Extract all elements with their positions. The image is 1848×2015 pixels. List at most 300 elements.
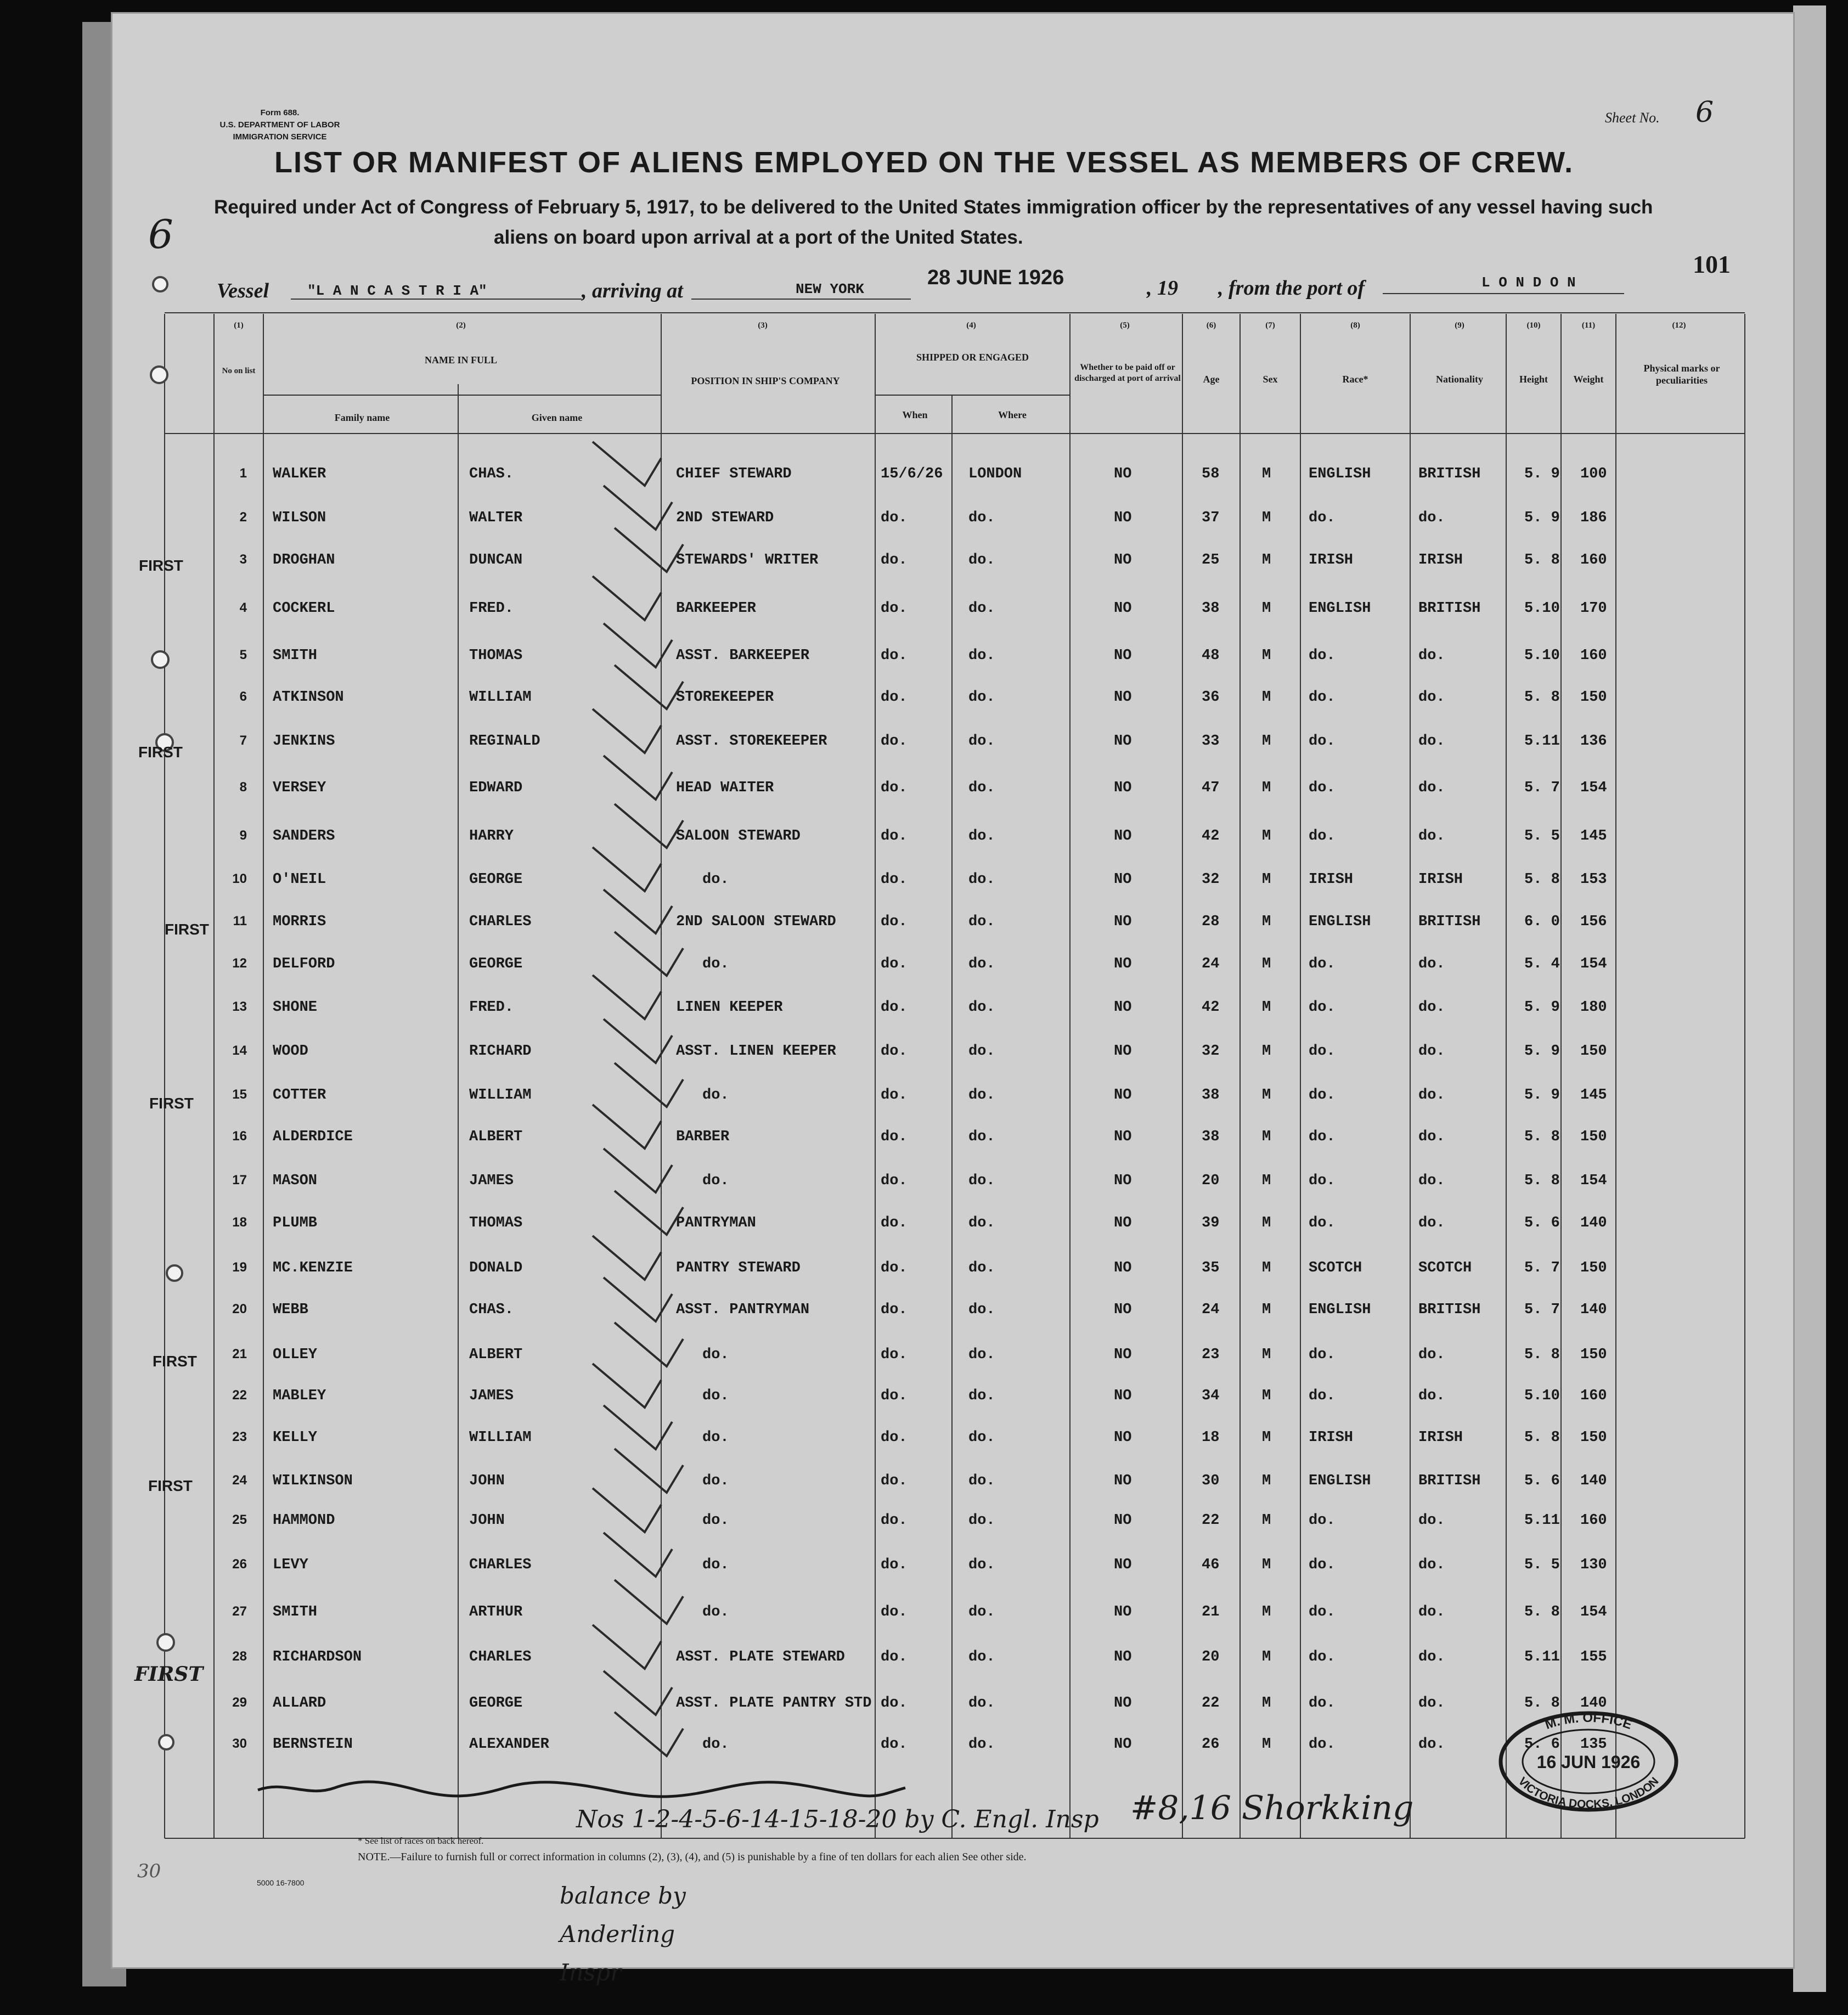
- height-cell: 5. 7: [1524, 1302, 1560, 1318]
- row-number: 28: [232, 1649, 247, 1664]
- height-cell: 5. 5: [1524, 828, 1560, 845]
- paid-off-cell: NO: [1114, 1043, 1132, 1060]
- col2-number: (2): [456, 321, 466, 330]
- sex-cell: M: [1262, 600, 1271, 617]
- nationality-cell: IRISH: [1418, 552, 1463, 569]
- race-cell: do.: [1309, 828, 1336, 845]
- sex-cell: M: [1262, 510, 1271, 526]
- paid-off-cell: NO: [1114, 733, 1132, 750]
- paid-off-cell: NO: [1114, 1557, 1132, 1573]
- shipped-when-cell: do.: [881, 828, 908, 845]
- paid-off-cell: NO: [1114, 1087, 1132, 1104]
- sex-cell: M: [1262, 1473, 1271, 1489]
- shipped-when-cell: do.: [881, 1429, 908, 1446]
- nationality-cell: do.: [1418, 1043, 1445, 1060]
- position-cell: BARBER: [676, 1129, 730, 1145]
- sex-cell: M: [1262, 1087, 1271, 1104]
- nationality-cell: do.: [1418, 828, 1445, 845]
- shipped-when-cell: do.: [881, 600, 908, 617]
- col4a-header: When: [902, 409, 928, 420]
- balance-line-3: Inspr: [560, 1959, 622, 1986]
- age-cell: 38: [1202, 600, 1220, 617]
- weight-cell: 154: [1580, 956, 1607, 972]
- margin-note-first: FIRST: [153, 1353, 197, 1370]
- form-number: Form 688.: [260, 108, 300, 117]
- family-name-cell: MORRIS: [273, 914, 326, 930]
- race-cell: ENGLISH: [1309, 466, 1371, 482]
- weight-cell: 140: [1580, 1473, 1607, 1489]
- age-cell: 18: [1202, 1429, 1220, 1446]
- position-cell: BARKEEPER: [676, 600, 756, 617]
- shipped-when-cell: do.: [881, 733, 908, 750]
- weight-cell: 160: [1580, 1512, 1607, 1529]
- nationality-cell: do.: [1418, 999, 1445, 1016]
- shipped-when-cell: do.: [881, 1557, 908, 1573]
- nationality-cell: do.: [1418, 1736, 1445, 1753]
- row-number: 23: [232, 1429, 247, 1444]
- nationality-cell: BRITISH: [1418, 1302, 1481, 1318]
- handwritten-balance-note: [560, 1877, 686, 1992]
- height-cell: 5. 4: [1524, 956, 1560, 972]
- race-cell: do.: [1309, 1604, 1336, 1620]
- age-cell: 20: [1202, 1649, 1220, 1665]
- nationality-cell: BRITISH: [1418, 600, 1481, 617]
- nationality-cell: do.: [1418, 1649, 1445, 1665]
- shipped-when-cell: do.: [881, 1087, 908, 1104]
- height-cell: 5. 8: [1524, 1429, 1560, 1446]
- family-name-cell: COCKERL: [273, 600, 335, 617]
- shipped-where-cell: do.: [968, 828, 995, 845]
- shipped-when-cell: do.: [881, 999, 908, 1016]
- age-cell: 34: [1202, 1388, 1220, 1404]
- col11-header: Weight: [1573, 374, 1604, 385]
- row-number: 19: [232, 1260, 247, 1275]
- given-name-cell: FRED.: [469, 999, 514, 1016]
- paid-off-cell: NO: [1114, 689, 1132, 706]
- shipped-when-cell: 15/6/26: [881, 466, 943, 482]
- nationality-cell: IRISH: [1418, 871, 1463, 888]
- row-number: 7: [239, 733, 247, 748]
- nationality-cell: do.: [1418, 780, 1445, 796]
- shipped-where-cell: do.: [968, 510, 995, 526]
- shipped-where-cell: do.: [968, 1473, 995, 1489]
- shipped-where-cell: do.: [968, 733, 995, 750]
- weight-cell: 136: [1580, 733, 1607, 750]
- shipped-when-cell: do.: [881, 689, 908, 706]
- race-cell: do.: [1309, 689, 1336, 706]
- age-cell: 22: [1202, 1695, 1220, 1712]
- col3-number: (3): [758, 321, 768, 330]
- margin-note-first: FIRST: [148, 1477, 193, 1494]
- row-number: 25: [232, 1512, 247, 1527]
- family-name-cell: COTTER: [273, 1087, 326, 1104]
- handwritten-inspector-note: #8,16 Shorkking: [1130, 1789, 1414, 1827]
- given-name-cell: CHARLES: [469, 1649, 532, 1665]
- family-name-cell: WALKER: [273, 466, 326, 482]
- position-cell: ASST. BARKEEPER: [676, 648, 810, 664]
- age-cell: 30: [1202, 1473, 1220, 1489]
- age-cell: 33: [1202, 733, 1220, 750]
- given-name-cell: JOHN: [469, 1473, 505, 1489]
- shipped-where-cell: do.: [968, 1302, 995, 1318]
- position-cell: CHIEF STEWARD: [676, 466, 792, 482]
- nationality-cell: do.: [1418, 1347, 1445, 1363]
- shipped-where-cell: do.: [968, 1557, 995, 1573]
- nationality-cell: BRITISH: [1418, 466, 1481, 482]
- row-number: 12: [232, 956, 247, 971]
- height-cell: 5.10: [1524, 648, 1560, 664]
- col12-header: Physical marks or peculiarities: [1643, 363, 1720, 386]
- given-name-cell: CHAS.: [469, 1302, 514, 1318]
- height-cell: 5. 6: [1524, 1215, 1560, 1231]
- height-cell: 5. 8: [1524, 1173, 1560, 1189]
- weight-cell: 186: [1580, 510, 1607, 526]
- paid-off-cell: NO: [1114, 1473, 1132, 1489]
- given-name-cell: JOHN: [469, 1512, 505, 1529]
- given-name-cell: THOMAS: [469, 1215, 523, 1231]
- requirement-line-2: aliens on board upon arrival at a port of the United States.: [494, 227, 1023, 248]
- sheet-number-value: 6: [1695, 96, 1714, 129]
- col10-header: Height: [1519, 374, 1548, 385]
- col2b-header: Given name: [531, 412, 583, 423]
- weight-cell: 100: [1580, 466, 1607, 482]
- position-cell: PANTRYMAN: [676, 1215, 756, 1231]
- sex-cell: M: [1262, 914, 1271, 930]
- nationality-cell: BRITISH: [1418, 1473, 1481, 1489]
- given-name-cell: ALBERT: [469, 1129, 523, 1145]
- height-cell: 5. 9: [1524, 510, 1560, 526]
- sex-cell: M: [1262, 733, 1271, 750]
- sheet-number-label: Sheet No.: [1605, 110, 1660, 126]
- nationality-cell: do.: [1418, 510, 1445, 526]
- col1-number: (1): [234, 321, 244, 330]
- stamp-top-text: M. M. OFFICE: [1543, 1710, 1634, 1733]
- row-number: 8: [239, 780, 247, 795]
- given-name-cell: ARTHUR: [469, 1604, 523, 1620]
- paid-off-cell: NO: [1114, 1173, 1132, 1189]
- shipped-where-cell: do.: [968, 956, 995, 972]
- given-name-cell: WILLIAM: [469, 1429, 532, 1446]
- race-cell: IRISH: [1309, 552, 1354, 569]
- age-cell: 46: [1202, 1557, 1220, 1573]
- height-cell: 5. 5: [1524, 1557, 1560, 1573]
- race-cell: do.: [1309, 1512, 1336, 1529]
- paid-off-cell: NO: [1114, 600, 1132, 617]
- paid-off-cell: NO: [1114, 1604, 1132, 1620]
- weight-cell: 150: [1580, 1429, 1607, 1446]
- sex-cell: M: [1262, 1302, 1271, 1318]
- col9-number: (9): [1455, 321, 1464, 330]
- height-cell: 5. 6: [1524, 1473, 1560, 1489]
- balance-line-1: balance by: [560, 1882, 686, 1909]
- row-number: 14: [232, 1043, 247, 1058]
- weight-cell: 150: [1580, 1260, 1607, 1276]
- family-name-cell: MABLEY: [273, 1388, 326, 1404]
- col10-number: (10): [1526, 321, 1541, 330]
- sex-cell: M: [1262, 1649, 1271, 1665]
- shipped-where-cell: do.: [968, 648, 995, 664]
- race-cell: do.: [1309, 780, 1336, 796]
- row-number: 6: [239, 689, 247, 704]
- paid-off-cell: NO: [1114, 1347, 1132, 1363]
- col5-header: Whether to be paid off or discharged at port of arrival: [1074, 363, 1181, 383]
- weight-cell: 156: [1580, 914, 1607, 930]
- col12-number: (12): [1672, 321, 1686, 330]
- sex-cell: M: [1262, 552, 1271, 569]
- paid-off-cell: NO: [1114, 956, 1132, 972]
- given-name-cell: JAMES: [469, 1388, 514, 1404]
- age-cell: 35: [1202, 1260, 1220, 1276]
- position-cell: do.: [702, 1388, 729, 1404]
- family-name-cell: RICHARDSON: [273, 1649, 362, 1665]
- race-cell: do.: [1309, 1388, 1336, 1404]
- shipped-where-cell: do.: [968, 999, 995, 1016]
- paid-off-cell: NO: [1114, 1302, 1132, 1318]
- height-cell: 5. 6: [1524, 1736, 1560, 1753]
- family-name-cell: O'NEIL: [273, 871, 326, 888]
- shipped-when-cell: do.: [881, 1260, 908, 1276]
- position-cell: ASST. LINEN KEEPER: [676, 1043, 836, 1060]
- sex-cell: M: [1262, 780, 1271, 796]
- row-number: 15: [232, 1087, 247, 1102]
- stamp-bottom-text: VICTORIA DOCKS, LONDON: [1515, 1775, 1661, 1811]
- shipped-where-cell: do.: [968, 1604, 995, 1620]
- race-cell: do.: [1309, 1087, 1336, 1104]
- paid-off-cell: NO: [1114, 1695, 1132, 1712]
- nationality-cell: do.: [1418, 1087, 1445, 1104]
- sex-cell: M: [1262, 1512, 1271, 1529]
- family-name-cell: PLUMB: [273, 1215, 318, 1231]
- family-name-cell: SANDERS: [273, 828, 335, 845]
- nationality-cell: do.: [1418, 1695, 1445, 1712]
- shipped-where-cell: do.: [968, 1695, 995, 1712]
- row-number: 11: [233, 914, 247, 928]
- given-name-cell: EDWARD: [469, 780, 523, 796]
- shipped-where-cell: LONDON: [968, 466, 1022, 482]
- given-name-cell: JAMES: [469, 1173, 514, 1189]
- col6-number: (6): [1206, 321, 1216, 330]
- age-cell: 36: [1202, 689, 1220, 706]
- sex-cell: M: [1262, 1388, 1271, 1404]
- given-name-cell: WILLIAM: [469, 1087, 532, 1104]
- given-name-cell: DUNCAN: [469, 552, 523, 569]
- race-cell: do.: [1309, 1649, 1336, 1665]
- race-cell: do.: [1309, 1736, 1336, 1753]
- given-name-cell: WILLIAM: [469, 689, 532, 706]
- shipped-when-cell: do.: [881, 1302, 908, 1318]
- age-cell: 25: [1202, 552, 1220, 569]
- weight-cell: 150: [1580, 1043, 1607, 1060]
- family-name-cell: SMITH: [273, 1604, 318, 1620]
- shipped-where-cell: do.: [968, 1087, 995, 1104]
- handwritten-examined-numbers: Nos 1-2-4-5-6-14-15-18-20 by C. Engl. Insp: [576, 1805, 1099, 1833]
- nationality-cell: do.: [1418, 1388, 1445, 1404]
- age-cell: 48: [1202, 648, 1220, 664]
- shipped-when-cell: do.: [881, 1695, 908, 1712]
- nationality-cell: do.: [1418, 648, 1445, 664]
- given-name-cell: RICHARD: [469, 1043, 532, 1060]
- race-cell: do.: [1309, 1215, 1336, 1231]
- height-cell: 5. 8: [1524, 689, 1560, 706]
- row-number: 27: [232, 1604, 247, 1619]
- family-name-cell: DROGHAN: [273, 552, 335, 569]
- nationality-cell: BRITISH: [1418, 914, 1481, 930]
- year-label: , 19: [1147, 277, 1178, 300]
- race-cell: do.: [1309, 1173, 1336, 1189]
- race-cell: IRISH: [1309, 871, 1354, 888]
- shipped-where-cell: do.: [968, 1043, 995, 1060]
- paid-off-cell: NO: [1114, 1736, 1132, 1753]
- position-cell: ASST. STOREKEEPER: [676, 733, 827, 750]
- position-cell: 2ND SALOON STEWARD: [676, 914, 836, 930]
- row-number: 24: [232, 1473, 247, 1488]
- paid-off-cell: NO: [1114, 1649, 1132, 1665]
- shipped-where-cell: do.: [968, 1129, 995, 1145]
- nationality-cell: do.: [1418, 1512, 1445, 1529]
- shipped-where-cell: do.: [968, 1512, 995, 1529]
- race-cell: ENGLISH: [1309, 600, 1371, 617]
- height-cell: 5. 8: [1524, 1695, 1560, 1712]
- age-cell: 24: [1202, 956, 1220, 972]
- shipped-where-cell: do.: [968, 1347, 995, 1363]
- height-cell: 5. 8: [1524, 552, 1560, 569]
- age-cell: 26: [1202, 1736, 1220, 1753]
- nationality-cell: SCOTCH: [1418, 1260, 1472, 1276]
- paid-off-cell: NO: [1114, 780, 1132, 796]
- col4-header: SHIPPED OR ENGAGED: [916, 352, 1029, 363]
- age-cell: 20: [1202, 1173, 1220, 1189]
- shipped-where-cell: do.: [968, 1173, 995, 1189]
- race-cell: do.: [1309, 1347, 1336, 1363]
- race-cell: ENGLISH: [1309, 1473, 1371, 1489]
- footnote-penalty: NOTE.—Failure to furnish full or correct information in columns (2), (3), (4), and (5) is punishable by a fine of ten dollars for each alien See other side.: [358, 1851, 1027, 1863]
- weight-cell: 154: [1580, 780, 1607, 796]
- height-cell: 5. 9: [1524, 1087, 1560, 1104]
- col7-number: (7): [1265, 321, 1275, 330]
- sex-cell: M: [1262, 956, 1271, 972]
- paid-off-cell: NO: [1114, 999, 1132, 1016]
- age-cell: 38: [1202, 1087, 1220, 1104]
- family-name-cell: ATKINSON: [273, 689, 344, 706]
- position-cell: do.: [702, 1429, 729, 1446]
- weight-cell: 180: [1580, 999, 1607, 1016]
- sex-cell: M: [1262, 999, 1271, 1016]
- sex-cell: M: [1262, 1429, 1271, 1446]
- vessel-name: "L A N C A S T R I A": [307, 283, 487, 299]
- race-cell: do.: [1309, 648, 1336, 664]
- nationality-cell: do.: [1418, 733, 1445, 750]
- paid-off-cell: NO: [1114, 828, 1132, 845]
- height-cell: 5.11: [1524, 733, 1560, 750]
- margin-note-first: FIRST: [165, 921, 209, 938]
- height-cell: 5.11: [1524, 1512, 1560, 1529]
- race-cell: do.: [1309, 956, 1336, 972]
- row-number: 22: [232, 1388, 247, 1403]
- sex-cell: M: [1262, 648, 1271, 664]
- weight-cell: 130: [1580, 1557, 1607, 1573]
- position-cell: do.: [702, 956, 729, 972]
- position-cell: do.: [702, 1557, 729, 1573]
- stamp-date: 16 JUN 1926: [1536, 1752, 1641, 1772]
- position-cell: do.: [702, 1473, 729, 1489]
- row-number: 13: [232, 999, 247, 1014]
- age-cell: 32: [1202, 871, 1220, 888]
- position-cell: LINEN KEEPER: [676, 999, 783, 1016]
- race-cell: do.: [1309, 1695, 1336, 1712]
- weight-cell: 153: [1580, 871, 1607, 888]
- age-cell: 58: [1202, 466, 1220, 482]
- age-cell: 32: [1202, 1043, 1220, 1060]
- position-cell: do.: [702, 1173, 729, 1189]
- col8-header: Race*: [1342, 374, 1368, 385]
- paid-off-cell: NO: [1114, 510, 1132, 526]
- sex-cell: M: [1262, 1129, 1271, 1145]
- sex-cell: M: [1262, 828, 1271, 845]
- weight-cell: 140: [1580, 1302, 1607, 1318]
- family-name-cell: LEVY: [273, 1557, 308, 1573]
- shipped-where-cell: do.: [968, 1429, 995, 1446]
- race-cell: IRISH: [1309, 1429, 1354, 1446]
- shipped-where-cell: do.: [968, 871, 995, 888]
- height-cell: 6. 0: [1524, 914, 1560, 930]
- paid-off-cell: NO: [1114, 552, 1132, 569]
- race-cell: do.: [1309, 1557, 1336, 1573]
- sex-cell: M: [1262, 1736, 1271, 1753]
- given-name-cell: WALTER: [469, 510, 523, 526]
- race-cell: do.: [1309, 510, 1336, 526]
- row-number: 21: [232, 1347, 247, 1361]
- position-cell: PANTRY STEWARD: [676, 1260, 801, 1276]
- sex-cell: M: [1262, 1260, 1271, 1276]
- row-number: 9: [239, 828, 247, 843]
- height-cell: 5. 7: [1524, 1260, 1560, 1276]
- col7-header: Sex: [1263, 374, 1278, 385]
- col1-header: No on list: [222, 367, 256, 375]
- row-number: 5: [239, 648, 247, 662]
- shipped-when-cell: do.: [881, 1473, 908, 1489]
- weight-cell: 170: [1580, 600, 1607, 617]
- family-name-cell: WEBB: [273, 1302, 308, 1318]
- weight-cell: 154: [1580, 1173, 1607, 1189]
- position-cell: ASST. PLATE STEWARD: [676, 1649, 845, 1665]
- weight-cell: 150: [1580, 1129, 1607, 1145]
- col3-header: POSITION IN SHIP'S COMPANY: [691, 375, 840, 386]
- shipped-where-cell: do.: [968, 1215, 995, 1231]
- shipped-when-cell: do.: [881, 552, 908, 569]
- shipped-when-cell: do.: [881, 1215, 908, 1231]
- shipped-where-cell: do.: [968, 1649, 995, 1665]
- col5-number: (5): [1120, 321, 1130, 330]
- shipped-when-cell: do.: [881, 1129, 908, 1145]
- service-name: IMMIGRATION SERVICE: [233, 132, 327, 142]
- position-cell: do.: [702, 1512, 729, 1529]
- position-cell: ASST. PLATE PANTRY STD: [676, 1695, 872, 1712]
- weight-cell: 160: [1580, 648, 1607, 664]
- race-cell: do.: [1309, 733, 1336, 750]
- handwritten-margin-mark: 6: [148, 211, 173, 257]
- row-number: 29: [232, 1695, 247, 1710]
- family-name-cell: SHONE: [273, 999, 318, 1016]
- shipped-where-cell: do.: [968, 600, 995, 617]
- shipped-when-cell: do.: [881, 1736, 908, 1753]
- position-cell: do.: [702, 871, 729, 888]
- sex-cell: M: [1262, 1043, 1271, 1060]
- family-name-cell: JENKINS: [273, 733, 335, 750]
- race-cell: SCOTCH: [1309, 1260, 1362, 1276]
- weight-cell: 154: [1580, 1604, 1607, 1620]
- vessel-label: Vessel: [217, 279, 269, 302]
- weight-cell: 150: [1580, 689, 1607, 706]
